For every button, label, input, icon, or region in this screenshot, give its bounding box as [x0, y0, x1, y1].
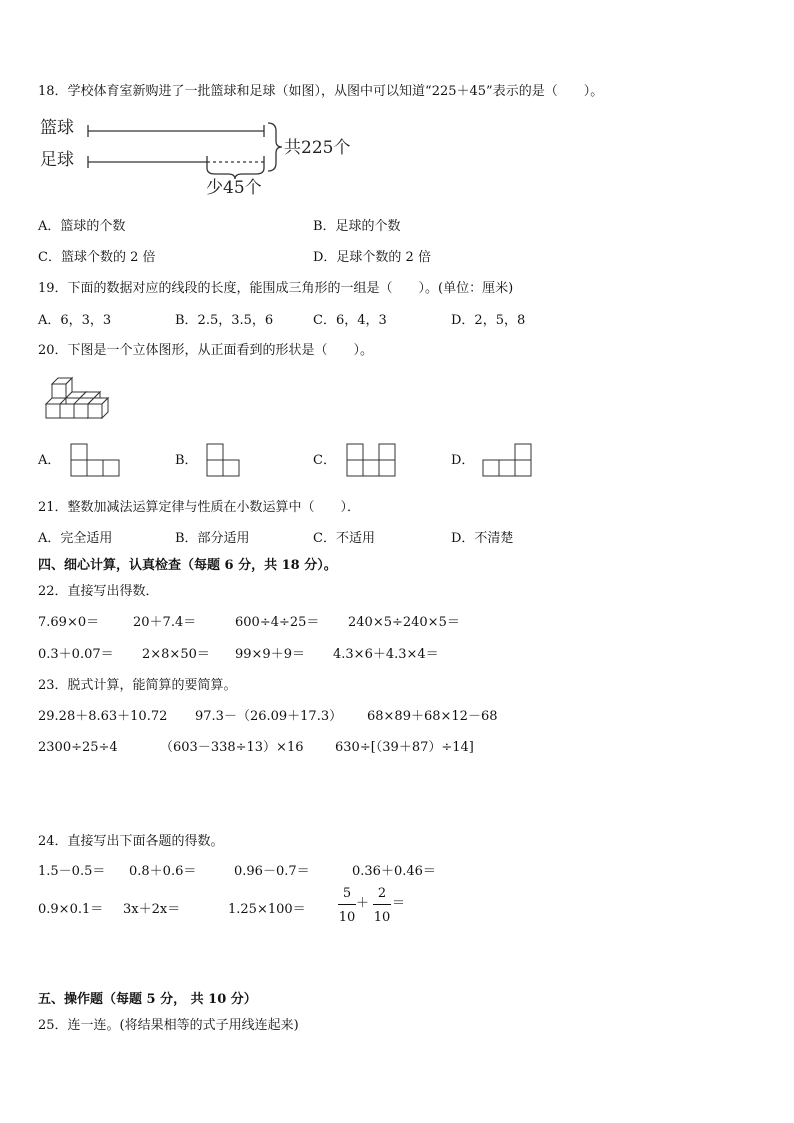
- q24-item: 3x＋2x＝: [123, 902, 181, 917]
- q24-item: 0.36＋0.46＝: [352, 864, 436, 879]
- q20-option-d-shape: [480, 441, 540, 481]
- fraction-1-bar: [338, 904, 356, 905]
- q22-item: 2×8×50＝: [142, 647, 210, 662]
- q24-item: 0.96－0.7＝: [234, 864, 310, 879]
- q22-item: 0.3＋0.07＝: [38, 647, 114, 662]
- q24-item: 1.5－0.5＝: [38, 864, 106, 879]
- fraction-1-numerator: 5: [342, 886, 352, 901]
- q18-bar-diagram: [38, 115, 368, 198]
- fraction-2-denominator: 10: [373, 910, 391, 925]
- q20-option-a[interactable]: A．: [38, 453, 61, 468]
- q19-option-c[interactable]: C．6，4，3: [313, 313, 387, 328]
- q22-item: 600÷4÷25＝: [235, 615, 320, 630]
- q21-stem: 21．整数加减法运算定律与性质在小数运算中（ ）．: [38, 500, 361, 515]
- fraction-plus-sign: ＋: [356, 896, 370, 911]
- q20-cube-figure: [40, 372, 120, 432]
- q18-option-c[interactable]: C．篮球个数的 2 倍: [38, 250, 156, 265]
- q20-stem: 20．下图是一个立体图形，从正面看到的形状是（ ）。: [38, 343, 374, 358]
- q23-item: 2300÷25÷4: [38, 740, 118, 755]
- q24-item: 1.25×100＝: [228, 902, 306, 917]
- diagram-label-basketball: 篮球: [40, 118, 74, 138]
- q20-option-c[interactable]: C．: [313, 453, 336, 468]
- fraction-2-numerator: 2: [377, 886, 387, 901]
- fraction-1-denominator: 10: [338, 910, 356, 925]
- q21-option-b[interactable]: B．部分适用: [175, 531, 250, 546]
- q19-option-b[interactable]: B．2.5，3.5，6: [175, 313, 274, 328]
- fraction-2-bar: [373, 904, 391, 905]
- diagram-total-label: 共225个: [284, 138, 351, 158]
- q20-option-c-shape: [344, 441, 404, 481]
- q23-item: 97.3－（26.09＋17.3）: [195, 709, 343, 724]
- section-4-title: 四、细心计算，认真检查（每题 6 分，共 18 分）。: [38, 558, 337, 573]
- fraction-equals-sign: ＝: [392, 896, 406, 911]
- q23-item: 29.28＋8.63＋10.72: [38, 709, 168, 724]
- q20-option-d[interactable]: D．: [451, 453, 475, 468]
- q18-option-d[interactable]: D．足球个数的 2 倍: [313, 250, 431, 265]
- q24-item: 0.9×0.1＝: [38, 902, 104, 917]
- q20-option-a-shape: [68, 441, 128, 481]
- q19-option-d[interactable]: D．2，5，8: [451, 313, 526, 328]
- q21-option-a[interactable]: A．完全适用: [38, 531, 113, 546]
- q18-option-a[interactable]: A．篮球的个数: [38, 219, 126, 234]
- q22-item: 99×9＋9＝: [235, 647, 305, 662]
- q22-item: 240×5÷240×5＝: [348, 615, 460, 630]
- q19-stem: 19．下面的数据对应的线段的长度，能围成三角形的一组是（ ）。(单位：厘米): [38, 281, 514, 296]
- q21-option-c[interactable]: C．不适用: [313, 531, 375, 546]
- q23-stem: 23．脱式计算，能简算的要简算。: [38, 678, 237, 693]
- q21-option-d[interactable]: D．不清楚: [451, 531, 514, 546]
- section-5-title: 五、操作题（每题 5 分， 共 10 分）: [38, 992, 257, 1007]
- q24-stem: 24．直接写出下面各题的得数。: [38, 834, 224, 849]
- q18-option-b[interactable]: B．足球的个数: [313, 219, 401, 234]
- q22-item: 7.69×0＝: [38, 615, 100, 630]
- q20-option-b-shape: [204, 441, 254, 481]
- q23-item: （603－338÷13）×16: [160, 740, 304, 755]
- q23-item: 68×89＋68×12－68: [367, 709, 498, 724]
- q22-item: 4.3×6＋4.3×4＝: [333, 647, 439, 662]
- q20-option-b[interactable]: B．: [175, 453, 198, 468]
- q19-option-a[interactable]: A．6，3，3: [38, 313, 112, 328]
- diagram-less-label: 少45个: [206, 178, 262, 198]
- q24-item: 0.8＋0.6＝: [129, 864, 197, 879]
- q22-item: 20＋7.4＝: [133, 615, 197, 630]
- diagram-label-football: 足球: [40, 150, 74, 170]
- q23-item: 630÷[（39＋87）÷14]: [335, 740, 474, 755]
- q25-stem: 25．连一连。(将结果相等的式子用线连起来): [38, 1018, 299, 1033]
- q22-stem: 22．直接写出得数．: [38, 584, 159, 599]
- q18-stem: 18．学校体育室新购进了一批篮球和足球（如图），从图中可以知道“225＋45”表示的是（ ）。: [38, 84, 604, 99]
